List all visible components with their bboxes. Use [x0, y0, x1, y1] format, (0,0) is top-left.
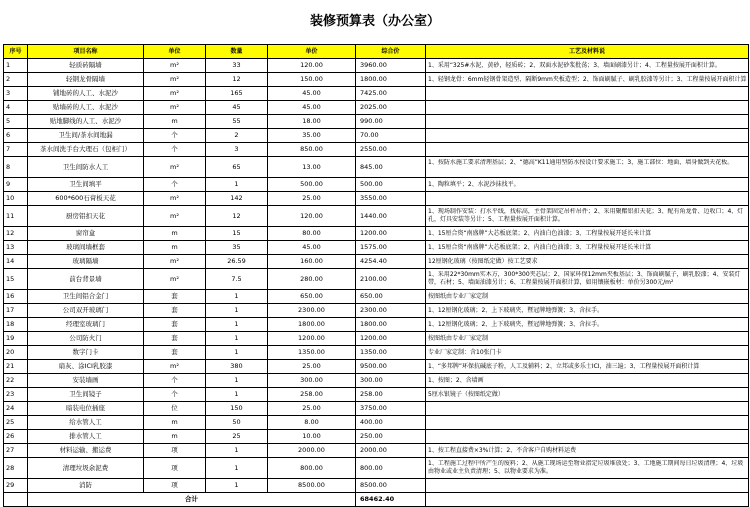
cell-price: 2300.00 [268, 304, 356, 318]
cell-unit: 套 [144, 318, 206, 332]
cell-desc [426, 115, 749, 129]
cell-name: 数字门卡 [28, 346, 144, 360]
cell-unit: 项 [144, 458, 206, 479]
cell-price: 35.00 [268, 129, 356, 143]
cell-price: 280.00 [268, 269, 356, 290]
table-row [4, 388, 749, 402]
cell-amount: 500.00 [356, 178, 426, 192]
cell-seq: 3 [4, 87, 28, 101]
cell-seq: 20 [4, 346, 28, 360]
cell-qty: 45 [206, 101, 268, 115]
cell-desc: 12厘钢化玻璃（按图纸定做）按工艺要求 [426, 255, 749, 269]
table-row [4, 318, 749, 332]
table-row [4, 332, 749, 346]
table-row [4, 101, 749, 115]
cell-seq: 1 [4, 59, 28, 73]
cell-price: 25.00 [268, 402, 356, 416]
table-row [4, 479, 749, 493]
cell-qty: 165 [206, 87, 268, 101]
cell-name: 排水管人工 [28, 430, 144, 444]
cell-seq: 29 [4, 479, 28, 493]
cell-qty: 33 [206, 59, 268, 73]
cell-name: 前台背景墙 [28, 269, 144, 290]
cell-name: 玻璃隔墙 [28, 255, 144, 269]
cell-unit: 套 [144, 346, 206, 360]
cell-qty: 142 [206, 192, 268, 206]
cell-price: 2000.00 [268, 444, 356, 458]
cell-desc [426, 157, 749, 178]
cell-amount: 70.00 [356, 129, 426, 143]
cell-price: 500.00 [268, 178, 356, 192]
cell-unit: m [144, 115, 206, 129]
cell-amount: 3550.00 [356, 192, 426, 206]
cell-amount: 1800.00 [356, 318, 426, 332]
cell-seq: 2 [4, 73, 28, 87]
cell-qty: 55 [206, 115, 268, 129]
cell-price: 45.00 [268, 101, 356, 115]
cell-price: 8500.00 [268, 479, 356, 493]
cell-name: 扇灰、涂ICI乳胶漆 [28, 360, 144, 374]
cell-amount: 4254.40 [356, 255, 426, 269]
cell-seq: 9 [4, 178, 28, 192]
cell-qty: 2 [206, 129, 268, 143]
cell-price: 13.00 [268, 157, 356, 178]
cell-seq: 6 [4, 129, 28, 143]
cell-qty: 1 [206, 388, 268, 402]
table-row [4, 374, 749, 388]
header-name: 项目名称 [28, 45, 144, 59]
cell-qty: 3 [206, 143, 268, 157]
cell-desc: 1、按工程直接费×3%计算；2、不含客户自购材料运费 [426, 444, 749, 458]
cell-desc [426, 143, 749, 157]
cell-name: 卫生间/茶水间地漏 [28, 129, 144, 143]
cell-unit: m² [144, 255, 206, 269]
cell-unit: m² [144, 206, 206, 227]
cell-price: 120.00 [268, 59, 356, 73]
table-body [4, 59, 749, 493]
cell-seq: 10 [4, 192, 28, 206]
cell-qty: 65 [206, 157, 268, 178]
cell-seq: 26 [4, 430, 28, 444]
cell-name: 铺地砖的人工、水泥沙 [28, 87, 144, 101]
cell-qty: 7.5 [206, 269, 268, 290]
cell-seq: 12 [4, 227, 28, 241]
cell-amount: 2300.00 [356, 304, 426, 318]
total-desc-cell [426, 493, 749, 507]
cell-desc: 1、“多邦牌”环保抗碱底子粉，人工及辅料；2、立邦或多乐士ICI，油三遍；3、工程量按展开面积计算 [426, 360, 749, 374]
budget-table [3, 44, 749, 507]
cell-amount: 2550.00 [356, 143, 426, 157]
page-title: 装修预算表（办公室） [309, 14, 440, 29]
cell-qty: 26.59 [206, 255, 268, 269]
cell-unit: 个 [144, 374, 206, 388]
cell-seq: 22 [4, 374, 28, 388]
cell-desc [426, 430, 749, 444]
cell-price: 1200.00 [268, 332, 356, 346]
total-seq-cell [4, 493, 28, 507]
cell-unit: 个 [144, 143, 206, 157]
cell-qty: 1 [206, 479, 268, 493]
cell-unit: m² [144, 73, 206, 87]
cell-name: 公司防火门 [28, 332, 144, 346]
cell-desc [426, 416, 749, 430]
cell-price: 850.00 [268, 143, 356, 157]
cell-desc [426, 101, 749, 115]
cell-qty: 35 [206, 241, 268, 255]
cell-price: 1350.00 [268, 346, 356, 360]
cell-name: 贴地脚线的人工、水泥沙 [28, 115, 144, 129]
cell-unit: 套 [144, 332, 206, 346]
cell-desc [426, 269, 749, 290]
cell-price: 80.00 [268, 227, 356, 241]
cell-amount: 845.00 [356, 157, 426, 178]
table-row [4, 416, 749, 430]
cell-qty: 1 [206, 444, 268, 458]
cell-amount: 3960.00 [356, 59, 426, 73]
cell-unit: m² [144, 87, 206, 101]
cell-seq: 18 [4, 318, 28, 332]
cell-desc-text: 1、按防水施工要求清理基层；2、“德高”K11通用型防水按设计要求施工；3、施工部位：地面，墙身做到天花板。 [428, 159, 734, 166]
cell-price: 8.00 [268, 416, 356, 430]
cell-unit: m² [144, 101, 206, 115]
cell-qty: 1 [206, 178, 268, 192]
cell-unit: m² [144, 157, 206, 178]
cell-amount: 2100.00 [356, 269, 426, 290]
table-row [4, 129, 749, 143]
cell-name: 卫生间铝合金门 [28, 290, 144, 304]
cell-desc: 1、陶粒填平；2、水泥沙抹找平。 [426, 178, 749, 192]
cell-unit: m [144, 241, 206, 255]
cell-amount: 3750.00 [356, 402, 426, 416]
table-row [4, 304, 749, 318]
cell-desc [426, 192, 749, 206]
cell-price: 25.00 [268, 360, 356, 374]
cell-amount: 7425.00 [356, 87, 426, 101]
cell-unit: m² [144, 269, 206, 290]
cell-qty: 1 [206, 374, 268, 388]
cell-price: 650.00 [268, 290, 356, 304]
cell-desc [426, 206, 749, 227]
cell-qty: 1 [206, 346, 268, 360]
table-row [4, 402, 749, 416]
cell-amount: 990.00 [356, 115, 426, 129]
cell-name: 玻璃间墙框套 [28, 241, 144, 255]
cell-name: 清理垃圾余泥费 [28, 458, 144, 479]
header-qty: 数量 [206, 45, 268, 59]
cell-unit: 套 [144, 304, 206, 318]
cell-name: 卫生间防水人工 [28, 157, 144, 178]
header-unit: 单位 [144, 45, 206, 59]
cell-amount: 1440.00 [356, 206, 426, 227]
cell-desc-text: 1、采用22*30mm实木方，300*300夹芯层；2、国家环保12mm夹板基层；3、饰面刷腻子，刷乳胶漆；4、安装灯带，石材；5、墙面油漆另计；6、工程量按展开面积计算，如用镶嵌板材：单价另300元/m² [428, 271, 741, 286]
cell-seq: 23 [4, 388, 28, 402]
cell-amount: 1200.00 [356, 227, 426, 241]
cell-desc: 按图纸由专业厂家定制 [426, 290, 749, 304]
cell-name: 公司双开玻璃门 [28, 304, 144, 318]
cell-desc: 5厘水银镜子（按图纸定做） [426, 388, 749, 402]
cell-amount: 1350.00 [356, 346, 426, 360]
cell-name: 材料运输、搬运费 [28, 444, 144, 458]
cell-qty: 1 [206, 290, 268, 304]
table-row [4, 59, 749, 73]
cell-seq: 19 [4, 332, 28, 346]
cell-desc: 1、12厘钢化玻璃；2、上下玻璃夹，暨冠牌地弹簧；3、含拉手。 [426, 318, 749, 332]
cell-qty: 12 [206, 73, 268, 87]
cell-seq: 21 [4, 360, 28, 374]
cell-desc: 1、采用“325#水泥、黄砂，轻质砖；2、双面水泥砂浆批荡；3、墙面刷漆另计；4、工程量按展开面积计算。 [426, 59, 749, 73]
cell-desc [426, 129, 749, 143]
table-row [4, 227, 749, 241]
cell-desc [426, 479, 749, 493]
cell-price: 800.00 [268, 458, 356, 479]
cell-price: 160.00 [268, 255, 356, 269]
cell-amount: 1200.00 [356, 332, 426, 346]
cell-amount: 8500.00 [356, 479, 426, 493]
table-row [4, 458, 749, 479]
cell-amount: 1800.00 [356, 73, 426, 87]
cell-qty: 380 [206, 360, 268, 374]
cell-amount: 2025.00 [356, 101, 426, 115]
cell-unit: m [144, 227, 206, 241]
cell-name: 600*600石膏板天花 [28, 192, 144, 206]
cell-price: 18.00 [268, 115, 356, 129]
table-row [4, 73, 749, 87]
cell-unit: m [144, 430, 206, 444]
cell-price: 10.00 [268, 430, 356, 444]
table-row [4, 430, 749, 444]
cell-seq: 5 [4, 115, 28, 129]
cell-qty: 1 [206, 458, 268, 479]
header-row [4, 45, 749, 59]
cell-seq: 13 [4, 241, 28, 255]
cell-name: 安装墙画 [28, 374, 144, 388]
cell-amount: 1575.00 [356, 241, 426, 255]
header-desc: 工艺及材料说 [426, 45, 749, 59]
header-price: 单价 [268, 45, 356, 59]
cell-seq: 7 [4, 143, 28, 157]
cell-name: 暗装电位插座 [28, 402, 144, 416]
cell-desc-text: 1、现场制作安装：打水平线，找标高，主骨架固定吊杆吊件；2、采用聚酯铝扣天花；3、配有角龙骨、边收口；4、灯孔，灯具安装等另计；5、工程量按展开面积计算。 [428, 208, 744, 223]
cell-price: 150.00 [268, 73, 356, 87]
table-row [4, 290, 749, 304]
cell-name: 卫生间镜子 [28, 388, 144, 402]
cell-desc: 1、15厘合资“南盛牌”大芯板底架；2、内油白色油漆；3、工程量按展开延长米计算 [426, 241, 749, 255]
table-row [4, 192, 749, 206]
cell-seq: 28 [4, 458, 28, 479]
cell-qty: 50 [206, 416, 268, 430]
cell-price: 258.00 [268, 388, 356, 402]
cell-amount: 650.00 [356, 290, 426, 304]
cell-qty: 15 [206, 227, 268, 241]
cell-unit: 位 [144, 402, 206, 416]
cell-amount: 2000.00 [356, 444, 426, 458]
table-row [4, 115, 749, 129]
cell-price: 120.00 [268, 206, 356, 227]
table-row [4, 241, 749, 255]
cell-price: 45.00 [268, 241, 356, 255]
cell-desc-text: 1、工程施工过程中所产生的废料；2、从施工现场运至物业指定垃圾堆放处；3、工地施工期间每日垃圾清理；4、垃圾由物业或业主负责清理；5、以物业要求为准。 [428, 460, 744, 475]
cell-qty: 25 [206, 430, 268, 444]
cell-unit: 项 [144, 479, 206, 493]
cell-seq: 11 [4, 206, 28, 227]
cell-seq: 27 [4, 444, 28, 458]
cell-price: 25.00 [268, 192, 356, 206]
cell-name: 贴墙砖的人工、水泥沙 [28, 101, 144, 115]
table-row [4, 269, 749, 290]
cell-unit: 项 [144, 444, 206, 458]
total-row [4, 493, 749, 507]
table-row [4, 178, 749, 192]
cell-unit: m² [144, 360, 206, 374]
cell-qty: 150 [206, 402, 268, 416]
cell-desc: 1、轻钢龙骨：6mm轻钢骨架造型、隔断9mm夹板造型；2、饰面刷腻子、刷乳胶漆等另计；3、工程量按展开面积计算 [426, 73, 749, 87]
cell-desc: 1、12厘钢化玻璃；2、上下玻璃夹，暨冠牌地弹簧；3、含拉手。 [426, 304, 749, 318]
cell-unit: 个 [144, 388, 206, 402]
cell-amount: 400.00 [356, 416, 426, 430]
cell-seq: 14 [4, 255, 28, 269]
cell-seq: 4 [4, 101, 28, 115]
total-label: 合计 [28, 493, 356, 507]
cell-amount: 800.00 [356, 458, 426, 479]
cell-name: 茶水间洗手台大理石（包柜门） [28, 143, 144, 157]
cell-desc: 按图纸由专业厂家定制 [426, 332, 749, 346]
cell-seq: 15 [4, 269, 28, 290]
cell-unit: m² [144, 192, 206, 206]
table-row [4, 143, 749, 157]
cell-desc: 专业厂家定制：含10张门卡 [426, 346, 749, 360]
cell-seq: 8 [4, 157, 28, 178]
cell-unit: 个 [144, 129, 206, 143]
cell-qty: 1 [206, 318, 268, 332]
cell-amount: 300.00 [356, 374, 426, 388]
cell-qty: 1 [206, 304, 268, 318]
cell-amount: 258.00 [356, 388, 426, 402]
table-row [4, 255, 749, 269]
cell-qty: 1 [206, 332, 268, 346]
cell-seq: 17 [4, 304, 28, 318]
cell-unit: 套 [144, 290, 206, 304]
table-row [4, 157, 749, 178]
cell-desc [426, 402, 749, 416]
total-amount: 68462.40 [356, 493, 426, 507]
cell-name: 厨房铝扣天花 [28, 206, 144, 227]
cell-desc: 1、按图；2、含墙画 [426, 374, 749, 388]
cell-price: 300.00 [268, 374, 356, 388]
cell-name: 轻质砖隔墙 [28, 59, 144, 73]
cell-seq: 25 [4, 416, 28, 430]
table-row [4, 87, 749, 101]
table-row [4, 206, 749, 227]
cell-desc [426, 458, 749, 479]
cell-desc: 1、15厘合资“南盛牌”大芯板底架；2、内油白色油漆；3、工程量按展开延长米计算 [426, 227, 749, 241]
cell-name: 轻钢龙骨隔墙 [28, 73, 144, 87]
cell-unit: m² [144, 59, 206, 73]
table-row [4, 360, 749, 374]
cell-name: 给水管人工 [28, 416, 144, 430]
cell-amount: 250.00 [356, 430, 426, 444]
cell-desc [426, 87, 749, 101]
cell-name: 窗帘盒 [28, 227, 144, 241]
cell-name: 卫生间填平 [28, 178, 144, 192]
cell-price: 45.00 [268, 87, 356, 101]
table-row [4, 444, 749, 458]
cell-qty: 12 [206, 206, 268, 227]
cell-price: 1800.00 [268, 318, 356, 332]
table-row [4, 346, 749, 360]
cell-amount: 9500.00 [356, 360, 426, 374]
header-seq: 序号 [4, 45, 28, 59]
cell-seq: 24 [4, 402, 28, 416]
cell-seq: 16 [4, 290, 28, 304]
cell-name: 消防 [28, 479, 144, 493]
cell-unit: 个 [144, 178, 206, 192]
cell-unit: m [144, 416, 206, 430]
cell-name: 经理室玻璃门 [28, 318, 144, 332]
header-amount: 综合价 [356, 45, 426, 59]
